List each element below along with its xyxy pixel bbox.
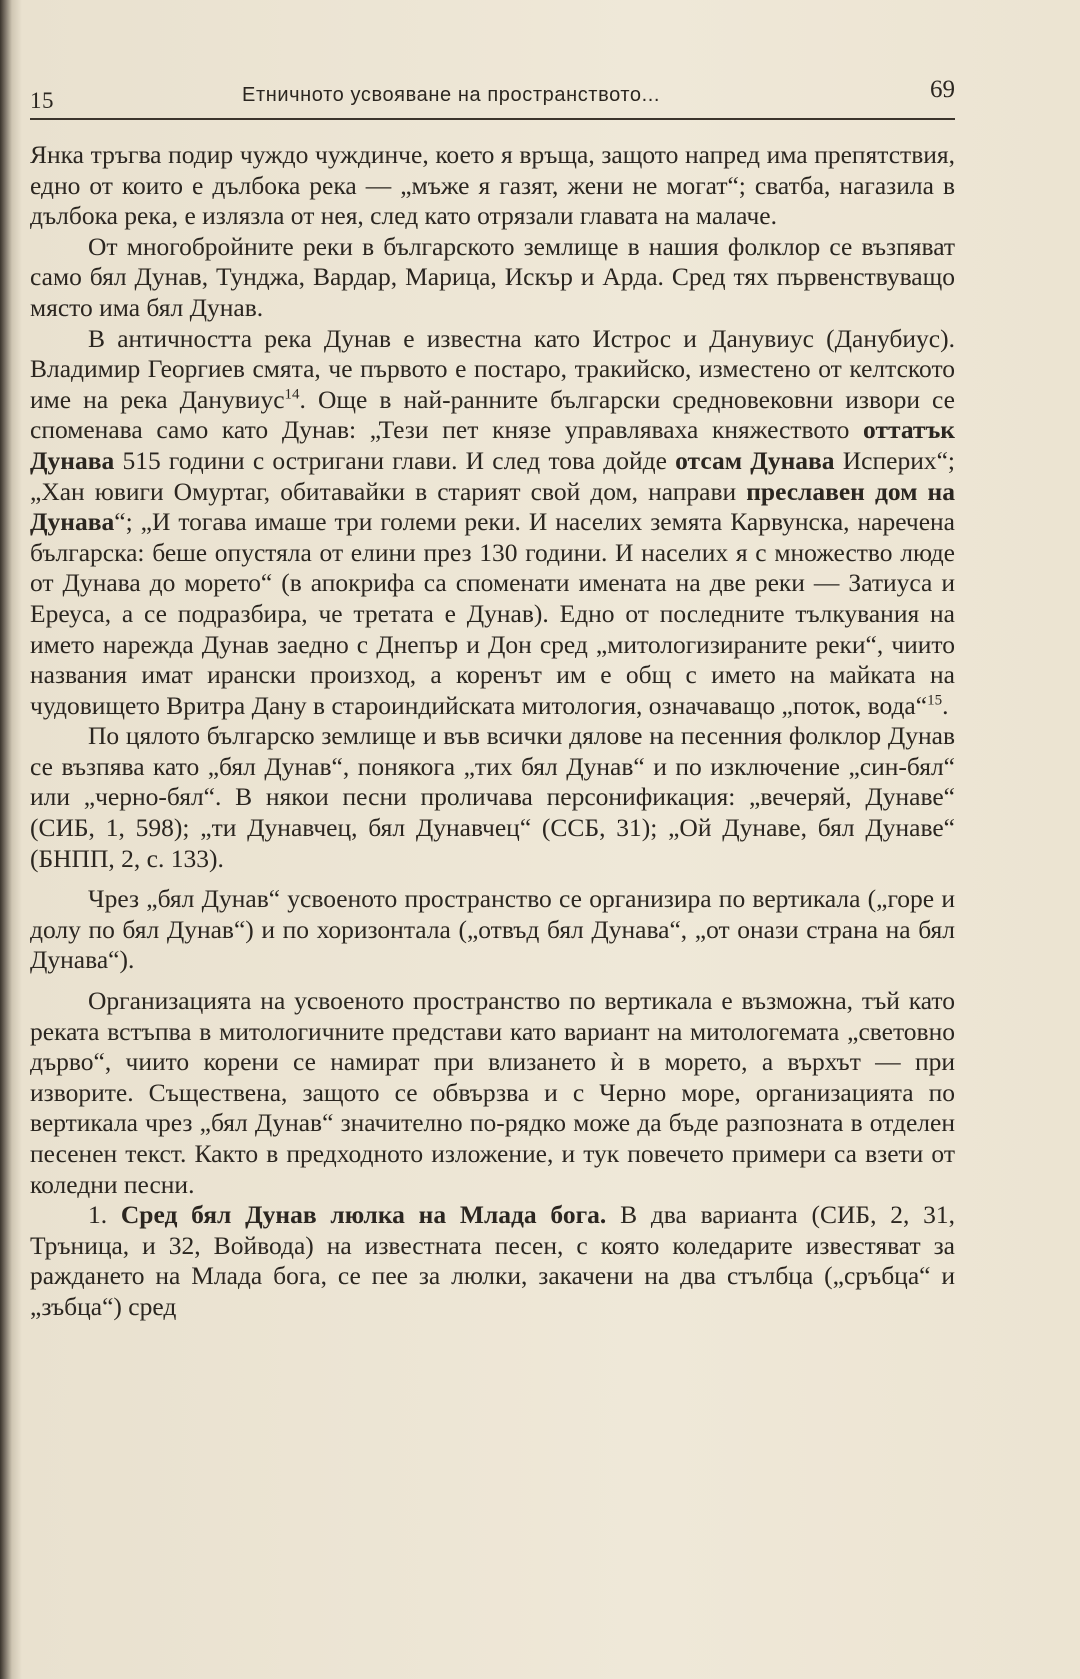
text-run: В два варианта (СИБ, 2, 31, Тръница, и 32, Войвода) на известната песен, с която коледарите известяват за раждането на Млада бога, се пее за люлки, закачени на два стълбца („сръбца“ и „зъбца“) сред	[30, 1200, 955, 1321]
paragraph	[30, 884, 955, 976]
text-run: По цялото българско землище и във всички дялове на песенния фолклор Дунав се възпява като „бял Дунав“, понякога „тих бял Дунав“ и по изключение „син-бял“ или „черно-бял“. В някои песни проличава персонификация: „вечеряй, Дунаве“ (СИБ, 1, 598); „ти Дунавчец, бял Дунавчец“ (ССБ, 31); „Ой Дунаве, бял Дунаве“ (БНПП, 2, с. 133).	[30, 721, 955, 873]
paragraph	[30, 1200, 955, 1322]
text-run: 1.	[88, 1200, 121, 1230]
paragraph	[30, 721, 955, 874]
text-run: От многобройните реки в българското землище в нашия фолклор се възпяват само бял Дунав, Тунджа, Вардар, Марица, Искър и Арда. Сред тях първенствуващо място има бял Дунав.	[30, 231, 955, 322]
book-page	[30, 40, 1050, 1650]
text-run: Янка тръгва подир чуждо чуждинче, което я връща, защото напред има препятствия, едно от които е дълбока река — „мъже я газят, жени не могат“; сватба, нагазила в дълбока река, е излязла от нея, след като отрязали главата на малаче.	[30, 140, 955, 231]
text-run: Организацията на усвоеното пространство по вертикала е възможна, тъй като реката встъпва в митологичните представи като вариант на митологемата „световно дърво“, чиито корени се намират при влизането ѝ в морето, а върхът — при изворите. Съществена, защото се обвързва и с Черно море, организацията по вертикала чрез „бял Дунав“ значително по-рядко може да бъде разпозната в отделен песенен текст. Както в предходното изложение, и тук повечето примери са взети от коледни песни.	[30, 986, 955, 1199]
text-run: .	[942, 690, 949, 720]
footnote-ref: 15	[927, 692, 943, 709]
section-number: 15	[30, 88, 54, 113]
text-run: Исперих“; „Хан ювиги Омуртаг, обитавайки в старият свой дом, направи	[30, 445, 955, 506]
text-run: . Още в най-ранните български средновековни извори се споменава само като Дунав: „Тези пет князе управляваха княжеството	[30, 384, 955, 445]
paragraph	[30, 986, 955, 1200]
paragraph	[30, 140, 955, 232]
bold-text: оттатък Дунава	[30, 415, 955, 475]
bold-text: Сред бял Дунав люлка на Млада бога.	[120, 1200, 607, 1230]
footnote-ref: 14	[284, 386, 300, 403]
text-run: В античността река Дунав е известна като Истрос и Данувиус (Данубиус). Владимир Георгиев смята, че първото е постаро, тракийско, изместено от келтското име на река Данувиус	[30, 323, 955, 414]
paragraph	[30, 324, 955, 722]
paragraph	[30, 232, 955, 324]
text-run: Чрез „бял Дунав“ усвоеното пространство се организира по вертикала („горе и долу по бял Дунав“) и по хоризонтала („отвъд бял Дунава“, „от онази страна на бял Дунава“).	[30, 884, 955, 975]
page-number: 69	[930, 76, 955, 103]
running-title: Етничното усвояване на пространството...	[242, 84, 661, 106]
bold-text: преславен дом на Дунава	[30, 476, 955, 537]
text-run: “; „И тогава имаше три големи реки. И населих земята Карвунска, наречена българска: беше опустяла от елини през 130 години. И населих я с множество люде от Дунава до морето“ (в апокрифа са споменати имената на две реки — Затиуса и Ереуса, а се подразбира, че третата е Дунав). Едно от последните тълкувания на името нарежда Дунав заедно с Днепър и Дон сред „митологизираните реки“, чиито названия имат ирански произход, а коренът им е общ с името на майката на чудовището Вритра Дану в староиндийската митология, означаващо „поток, вода“	[30, 507, 955, 720]
text-run: 515 години с остригани глави. И след това дойде	[114, 445, 676, 475]
body-text	[30, 140, 955, 1323]
running-header	[30, 62, 955, 120]
bold-text: отсам Дунава	[675, 445, 835, 475]
